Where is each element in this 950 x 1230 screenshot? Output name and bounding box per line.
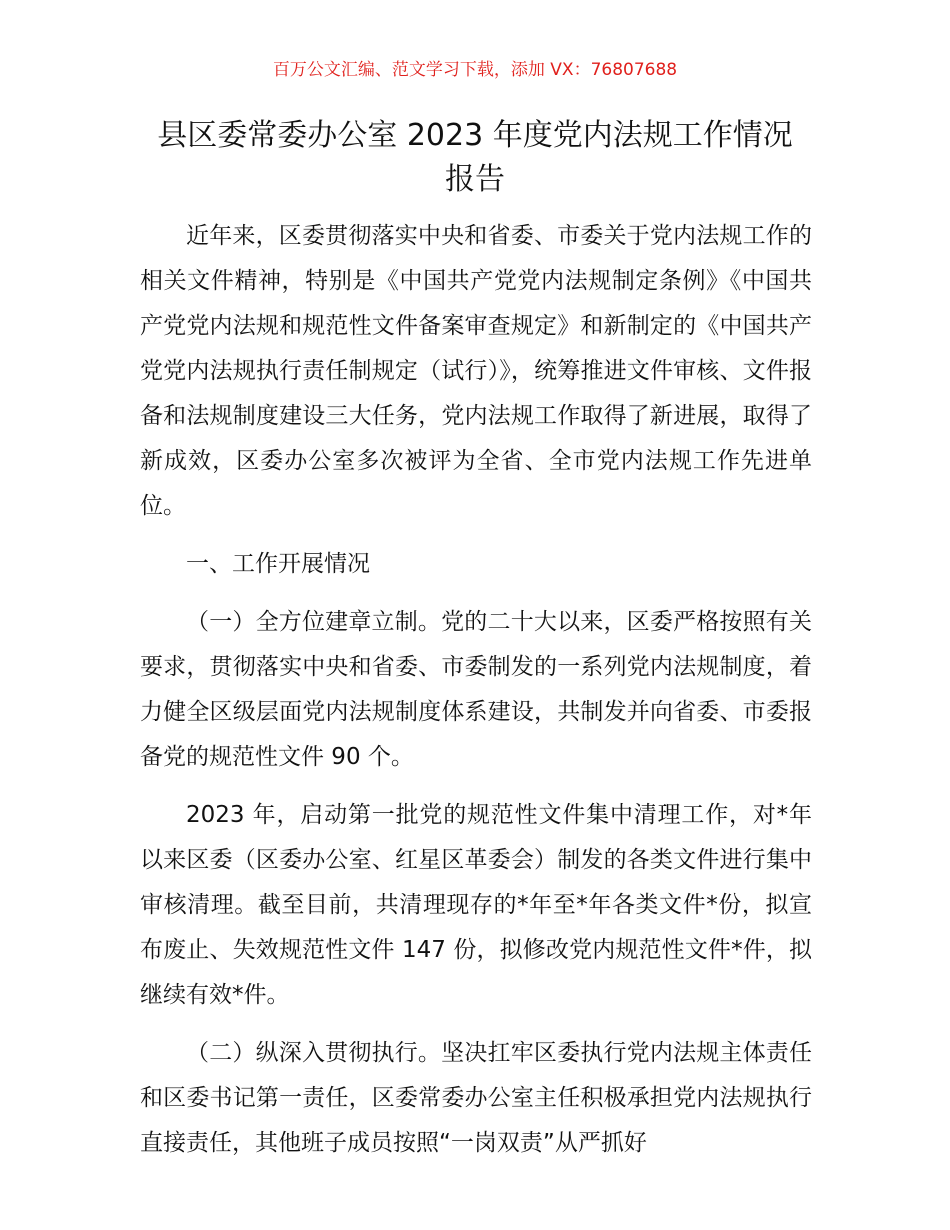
paragraph-item-1: （一）全方位建章立制。党的二十大以来，区委严格按照有关要求，贯彻落实中央和省委、市委制发的一系列党内法规制度，着力健全区级层面党内法规制度体系建设，共制发并向省委、市委报备党的规范性文件 90 个。 bbox=[140, 609, 812, 770]
section-heading-1: 一、工作开展情况 bbox=[186, 551, 370, 577]
promo-banner: 百万公文汇编、范文学习下载，添加 VX：76807688 bbox=[272, 60, 678, 80]
paragraph-item-2: （二）纵深入贯彻执行。坚决扛牢区委执行党内法规主体责任和区委书记第一责任，区委常委办公室主任积极承担党内法规执行直接责任，其他班子成员按照“一岗双责”从严抓好 bbox=[140, 1040, 812, 1156]
title-line-2: 报告 bbox=[445, 162, 505, 197]
paragraph-intro: 近年来，区委贯彻落实中央和省委、市委关于党内法规工作的相关文件精神，特别是《中国共产党党内法规制定条例》《中国共产党党内法规和规范性文件备案审查规定》和新制定的《中国共产党党内法规执行责任制规定（试行）》，统筹推进文件审核、文件报备和法规制度建设三大任务，党内法规工作取得了新进展，取得了新成效，区委办公室多次被评为全省、全市党内法规工作先进单位。 bbox=[140, 223, 812, 519]
paragraph-2023-cleanup: 2023 年，启动第一批党的规范性文件集中清理工作，对*年以来区委（区委办公室、红星区革委会）制发的各类文件进行集中审核清理。截至目前，共清理现存的*年至*年各类文件*份，拟宣布废止、失效规范性文件 147 份，拟修改党内规范性文件*件，拟继续有效*件。 bbox=[140, 802, 812, 1008]
document-title bbox=[120, 114, 830, 202]
document-body bbox=[140, 214, 812, 1166]
title-line-1: 县区委常委办公室 2023 年度党内法规工作情况 bbox=[157, 118, 793, 153]
